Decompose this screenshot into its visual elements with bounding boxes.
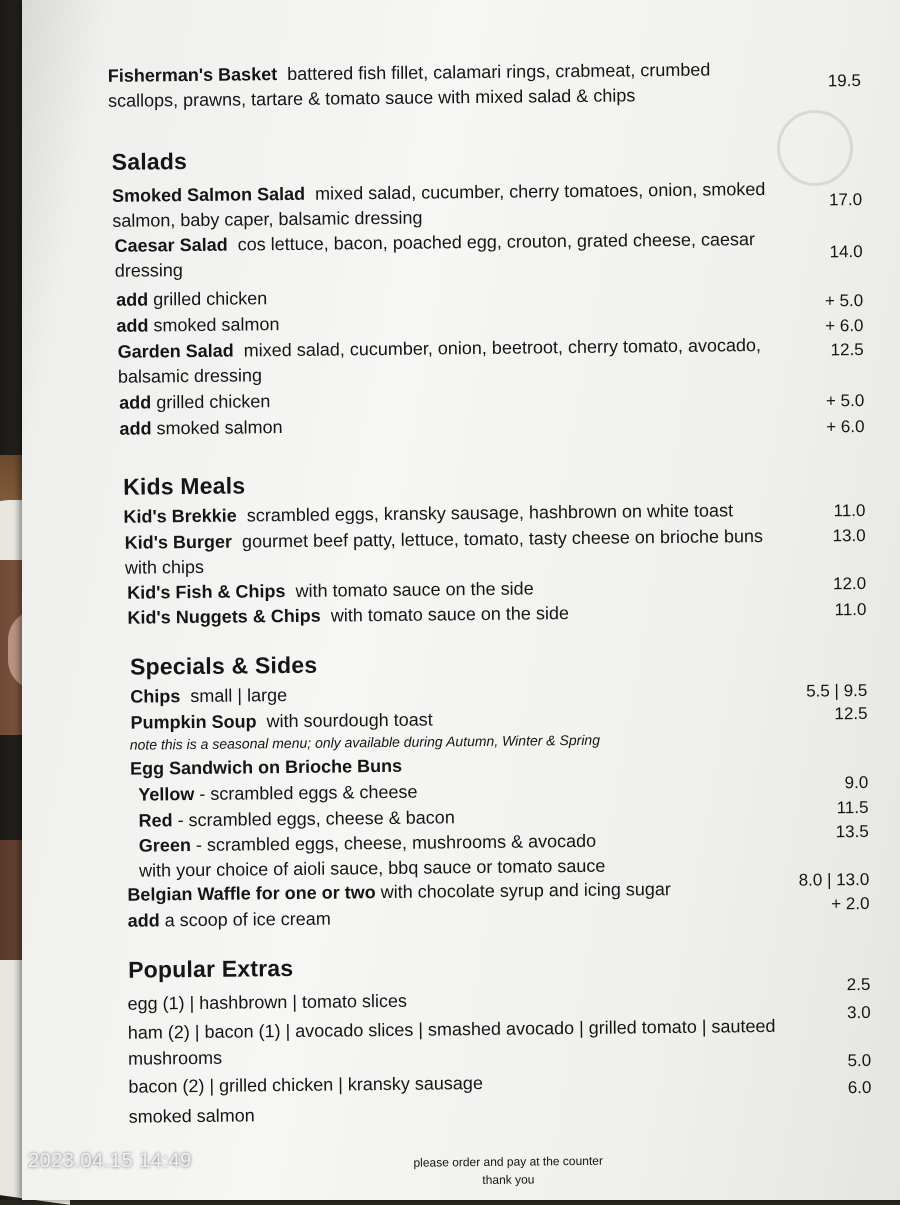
- smoked-salmon-salad-item: [112, 177, 772, 209]
- extras-price: 5.0: [847, 1050, 872, 1071]
- item-name: Kid's Burger: [124, 531, 233, 553]
- item-price: 11.0: [833, 500, 866, 521]
- item-description: with tomato sauce on the side: [330, 603, 570, 626]
- add-label: add: [116, 289, 149, 310]
- item-description-line: salmon, baby caper, balsamic dressing: [112, 207, 423, 231]
- item-price: 17.0: [828, 189, 863, 210]
- egg-sandwich-heading: Egg Sandwich on Brioche Buns: [129, 755, 403, 779]
- extras-line: bacon (2) | grilled chicken | kransky sausage: [128, 1073, 484, 1097]
- extras-line: ham (2) | bacon (1) | avocado slices | smashed avocado | grilled tomato | sauteed: [127, 1015, 776, 1043]
- item-price: 12.5: [830, 339, 864, 360]
- variant-description: - scrambled eggs, cheese, mushrooms & avocado: [195, 830, 597, 855]
- addon-grilled-chicken: [116, 286, 267, 313]
- item-description: with tomato sauce on the side: [295, 578, 534, 601]
- extras-line: smoked salmon: [128, 1105, 255, 1127]
- seasonal-note: note this is a seasonal menu; only available during Autumn, Winter & Spring: [129, 731, 601, 753]
- add-label: add: [119, 418, 152, 439]
- footer-order-note: please order and pay at the counter: [413, 1153, 603, 1170]
- variant-name: Green: [138, 835, 191, 856]
- item-price: 12.5: [834, 703, 868, 724]
- item-name: Smoked Salmon Salad: [111, 183, 306, 206]
- add-label: add: [127, 910, 160, 931]
- item-description: with sourdough toast: [266, 709, 433, 732]
- item-description: mixed salad, cucumber, cherry tomatoes, onion, smoked: [315, 178, 766, 204]
- variant-name: Yellow: [138, 784, 195, 805]
- item-description: battered fish fillet, calamari rings, crabmeat, crumbed: [287, 59, 711, 84]
- item-name: Kid's Nuggets & Chips: [127, 605, 321, 628]
- addon-name: grilled chicken: [153, 288, 268, 310]
- item-description-line: with chips: [124, 556, 205, 578]
- item-name: Fisherman's Basket: [107, 64, 278, 86]
- sauce-choice-line: with your choice of aioli sauce, bbq sauce or tomato sauce: [139, 855, 606, 881]
- kids-nuggets-chips-item: [127, 599, 727, 630]
- section-title-popular-extras: Popular Extras: [128, 954, 294, 983]
- item-name: Garden Salad: [117, 340, 234, 362]
- item-name: Kid's Fish & Chips: [127, 581, 286, 603]
- addon-name: smoked salmon: [156, 417, 283, 439]
- addon-price: + 6.0: [826, 416, 865, 437]
- belgian-waffle-item: [127, 876, 767, 908]
- item-price: 8.0 | 13.0: [798, 869, 870, 890]
- addon-name: grilled chicken: [156, 391, 271, 413]
- item-description: small | large: [190, 685, 288, 707]
- section-title-kids-meals: Kids Meals: [122, 472, 246, 500]
- addon-price: + 6.0: [825, 315, 864, 336]
- addon-ice-cream: [128, 907, 331, 934]
- item-name: Pumpkin Soup: [130, 711, 257, 733]
- item-description: mixed salad, cucumber, onion, beetroot, cherry tomato, avocado,: [243, 335, 762, 361]
- item-name: Kid's Brekkie: [123, 505, 237, 527]
- variant-description: - scrambled eggs & cheese: [199, 781, 418, 804]
- pumpkin-soup-item: [130, 708, 432, 736]
- egg-sandwich-red: [138, 805, 454, 833]
- item-price: 13.0: [832, 525, 866, 546]
- variant-description: - scrambled eggs, cheese & bacon: [177, 807, 455, 831]
- extras-price: 2.5: [846, 974, 871, 995]
- item-description: gourmet beef patty, lettuce, tomato, tasty cheese on brioche buns: [241, 526, 764, 552]
- item-price: 9.0: [844, 772, 869, 793]
- item-price: 13.5: [835, 821, 869, 842]
- egg-sandwich-yellow: [138, 780, 417, 808]
- item-description-line: scallops, prawns, tartare & tomato sauce with mixed salad & chips: [107, 85, 636, 111]
- addon-smoked-salmon: [116, 312, 279, 339]
- item-price: 5.5 | 9.5: [806, 680, 868, 701]
- item-name: Belgian Waffle for one or two: [127, 882, 376, 905]
- addon-price: + 5.0: [824, 290, 864, 311]
- item-price: 12.0: [832, 573, 867, 594]
- item-description: with chocolate syrup and icing sugar: [380, 879, 671, 903]
- item-description-line: balsamic dressing: [117, 365, 263, 387]
- addon-price: + 2.0: [831, 893, 870, 914]
- addon-price: + 5.0: [825, 390, 865, 411]
- item-price: 11.0: [834, 599, 867, 620]
- photo-timestamp: 2023.04.15 14:49: [28, 1150, 192, 1172]
- extras-line-continued: mushrooms: [127, 1047, 223, 1069]
- item-price: 11.5: [836, 797, 869, 818]
- item-description: scrambled eggs, kransky sausage, hashbrown on white toast: [246, 500, 734, 526]
- item-description-line: dressing: [114, 260, 183, 281]
- item-price: 14.0: [829, 241, 863, 262]
- extras-line: egg (1) | hashbrown | tomato slices: [127, 990, 408, 1014]
- extras-price: 3.0: [846, 1002, 871, 1023]
- item-name: Chips: [130, 686, 181, 707]
- extras-price: 6.0: [847, 1077, 872, 1098]
- item-price: 19.5: [827, 70, 861, 91]
- addon-name: a scoop of ice cream: [164, 908, 331, 931]
- chips-item: [130, 683, 287, 710]
- add-label: add: [119, 392, 152, 413]
- addon-smoked-salmon: [119, 415, 282, 442]
- addon-grilled-chicken: [119, 389, 270, 416]
- section-title-salads: Salads: [111, 148, 188, 175]
- variant-name: Red: [138, 810, 173, 831]
- section-title-specials-sides: Specials & Sides: [129, 651, 318, 680]
- addon-name: smoked salmon: [153, 314, 280, 336]
- add-label: add: [116, 315, 149, 336]
- item-name: Caesar Salad: [114, 234, 228, 256]
- footer-thank-you: thank you: [482, 1172, 535, 1188]
- item-description: cos lettuce, bacon, poached egg, crouton, grated cheese, caesar: [237, 229, 756, 255]
